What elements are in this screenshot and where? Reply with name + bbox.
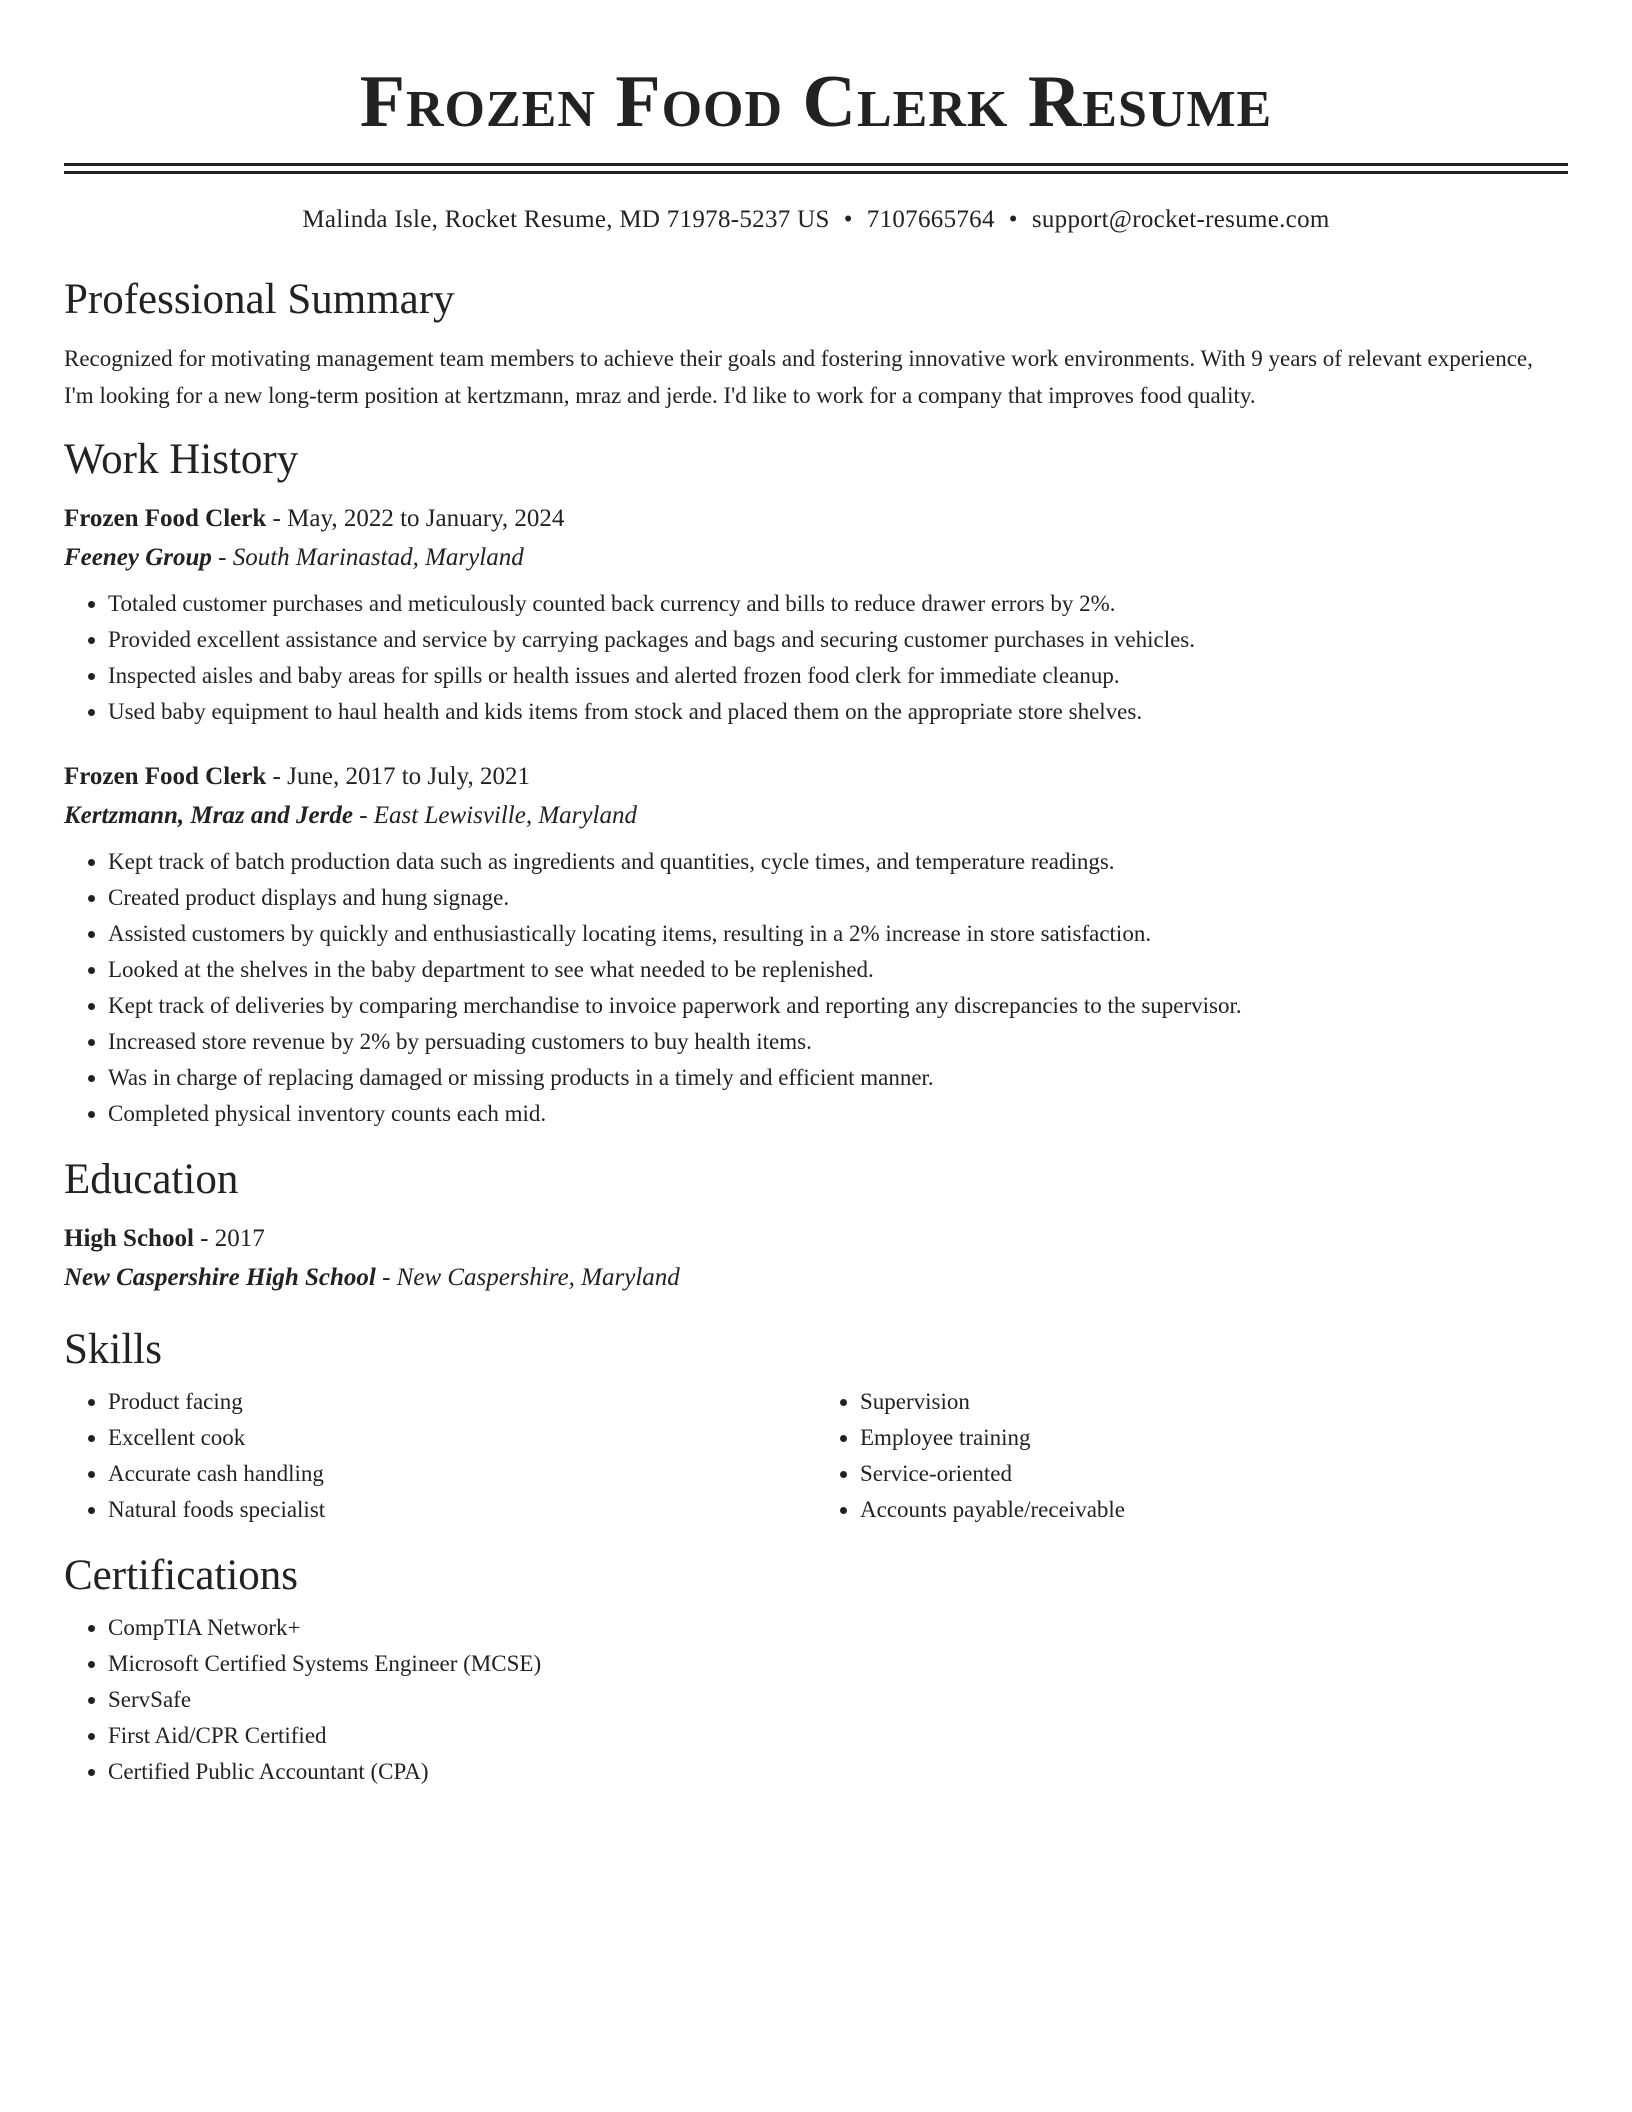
list-item: • Certified Public Accountant (CPA)	[108, 1754, 1568, 1790]
degree-line	[64, 1220, 1568, 1258]
skills-grid	[64, 1384, 1568, 1528]
company-line	[64, 796, 1568, 836]
company-line	[64, 538, 1568, 578]
skills-left-list	[64, 1384, 816, 1528]
list-item: • ServSafe	[108, 1682, 1568, 1718]
list-item: • Kept track of deliveries by comparing merchandise to invoice paperwork and reporting any discrepancies to the supervisor.	[108, 988, 1568, 1024]
list-item: • Created product displays and hung signage.	[108, 880, 1568, 916]
certifications-heading: Certifications	[64, 1552, 299, 1599]
list-item: • Provided excellent assistance and service by carrying packages and bags and securing customer purchases in vehicles.	[108, 622, 1568, 658]
contact-phone: 7107665764	[866, 206, 995, 233]
list-item: • Product facing	[108, 1384, 816, 1420]
company-name: Kertzmann, Mraz and Jerde	[64, 802, 353, 829]
list-item: • Assisted customers by quickly and enthusiastically locating items, resulting in a 2% increase in store satisfaction.	[108, 916, 1568, 952]
school-name: New Caspershire High School	[64, 1264, 376, 1291]
certifications-list	[64, 1610, 1568, 1790]
list-item: • First Aid/CPR Certified	[108, 1718, 1568, 1754]
list-item: • Kept track of batch production data such as ingredients and quantities, cycle times, and temperature readings.	[108, 844, 1568, 880]
list-item: • Used baby equipment to haul health and kids items from stock and placed them on the appropriate store shelves.	[108, 694, 1568, 730]
job-title-line	[64, 758, 1568, 796]
contact-line	[64, 204, 1568, 236]
list-item: • Inspected aisles and baby areas for spills or health issues and alerted frozen food clerk for immediate cleanup.	[108, 658, 1568, 694]
job-dates: - May, 2022 to January, 2024	[266, 505, 565, 532]
school-location: - New Caspershire, Maryland	[375, 1264, 680, 1291]
job-bullet-list	[64, 844, 1568, 1132]
list-item: • Was in charge of replacing damaged or missing products in a timely and efficient manner.	[108, 1060, 1568, 1096]
list-item: • Supervision	[860, 1384, 1568, 1420]
list-item: • Natural foods specialist	[108, 1492, 816, 1528]
title-double-rule	[64, 163, 1568, 174]
contact-separator: •	[843, 206, 853, 233]
degree-name: High School	[64, 1225, 194, 1252]
job-bullet-list	[64, 586, 1568, 730]
company-name: Feeney Group	[64, 544, 212, 571]
list-item: • Totaled customer purchases and meticulously counted back currency and bills to reduce drawer errors by 2%.	[108, 586, 1568, 622]
contact-separator: •	[1008, 206, 1018, 233]
contact-email: support@rocket-resume.com	[1031, 206, 1330, 233]
list-item: • Looked at the shelves in the baby department to see what needed to be replenished.	[108, 952, 1568, 988]
summary-heading: Professional Summary	[64, 276, 455, 323]
job-entry	[64, 758, 1568, 1132]
job-entry	[64, 500, 1568, 730]
education-heading: Education	[64, 1156, 239, 1203]
job-title: Frozen Food Clerk	[64, 763, 267, 790]
list-item: • Employee training	[860, 1420, 1568, 1456]
skills-heading: Skills	[64, 1326, 162, 1373]
list-item: • CompTIA Network+	[108, 1610, 1568, 1646]
job-title-line	[64, 500, 1568, 538]
school-line	[64, 1258, 1568, 1298]
company-location: - East Lewisville, Maryland	[352, 802, 637, 829]
list-item: • Increased store revenue by 2% by persuading customers to buy health items.	[108, 1024, 1568, 1060]
skills-right-list	[816, 1384, 1568, 1528]
list-item: • Service-oriented	[860, 1456, 1568, 1492]
degree-year: - 2017	[193, 1225, 265, 1252]
list-item: • Accurate cash handling	[108, 1456, 816, 1492]
contact-address: Malinda Isle, Rocket Resume, MD 71978-5237 US	[302, 206, 830, 233]
work-history-heading: Work History	[64, 436, 299, 483]
summary-text: Recognized for motivating management team members to achieve their goals and fostering innovative work environments. With 9 years of relevant experience, I'm looking for a new long-term position at kertzmann, mraz and jerde. I'd like to work for a company that improves food quality.	[64, 346, 1533, 408]
job-dates: - June, 2017 to July, 2021	[266, 763, 530, 790]
list-item: • Excellent cook	[108, 1420, 816, 1456]
job-title: Frozen Food Clerk	[64, 505, 267, 532]
resume-title: Frozen Food Clerk Resume	[359, 61, 1273, 143]
list-item: • Accounts payable/receivable	[860, 1492, 1568, 1528]
list-item: • Completed physical inventory counts each mid.	[108, 1096, 1568, 1132]
company-location: - South Marinastad, Maryland	[211, 544, 524, 571]
list-item: • Microsoft Certified Systems Engineer (MCSE)	[108, 1646, 1568, 1682]
